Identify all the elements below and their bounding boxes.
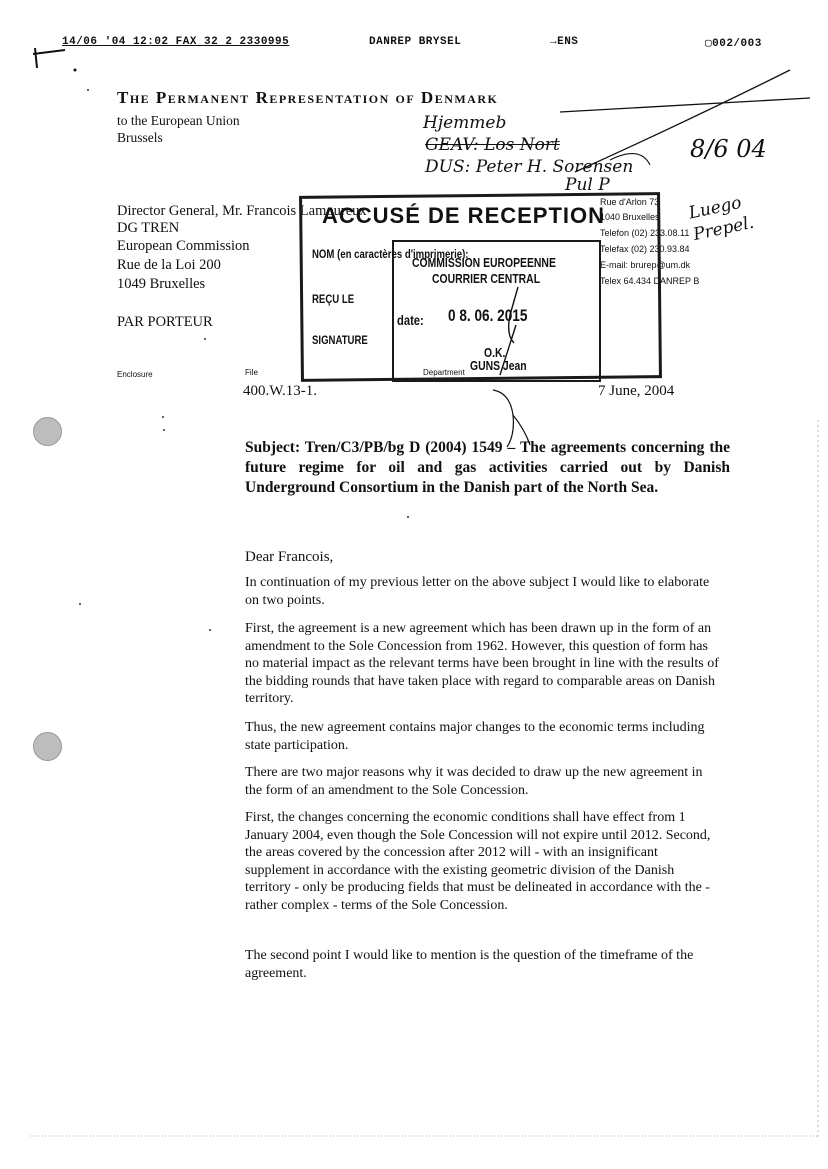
body-paragraph: First, the agreement is a new agreement which has been drawn up in the form of an amendment to the Sole Concession from 1962. However, this question of form has no material impact as the relevant terms have been brought in line with the results of the bidding rounds that have taken place with regard to comparable areas on Danish territory. <box>245 621 719 706</box>
stamp-title: ACCUSÉ DE RECEPTION <box>322 203 606 228</box>
contact-phone: Telefon (02) 233.08.11 <box>600 228 690 238</box>
recipient-organization: European Commission <box>117 238 250 254</box>
stamp-organization: COMMISSION EUROPEENNE <box>412 255 556 270</box>
body-paragraph: The second point I would like to mention is the question of the timeframe of the agreement. <box>245 948 694 981</box>
letter-subject: Subject: Tren/C3/PB/bg D (2004) 1549 – The agreements concerning the future regime for oil and gas activities carried out by Danish Underground Consortium in the Danish part of the North Sea. <box>245 439 730 496</box>
contact-address-street: Rue d'Arlon 73 <box>600 197 660 207</box>
stamp-received-label: REÇU LE <box>312 292 355 306</box>
fax-destination: →ENS <box>550 36 579 48</box>
stamp-signature-label: SIGNATURE <box>312 333 368 347</box>
stamp-person: GUNS Jean <box>470 358 527 373</box>
letterhead-subtitle: to the European Union <box>117 113 240 128</box>
department-label: Department <box>423 368 465 377</box>
handwritten-note-1: Hjemmeb <box>423 113 507 133</box>
stamp-date-value: 0 8. 06. 2015 <box>448 306 528 325</box>
handwritten-side-note: Luego Prepel. <box>686 192 756 246</box>
file-label: File <box>245 368 258 377</box>
salutation: Dear Francois, <box>245 549 334 565</box>
contact-email: E-mail: brurep@um.dk <box>600 260 691 270</box>
body-paragraph: Thus, the new agreement contains major changes to the economic terms including state participation. <box>245 720 705 753</box>
letterhead-city: Brussels <box>117 130 163 145</box>
handwritten-initials: Pul P <box>565 175 610 195</box>
file-number: 400.W.13-1. <box>243 383 318 399</box>
handwritten-note-2: GEAV: Los Nort <box>425 135 560 155</box>
body-paragraph: First, the changes concerning the economic conditions shall have effect from 1 January 2004, even though the Sole Concession will not expire until 2012. Second, the areas covered by the concession after 2012 will - with an insignificant supplement in accordance with the existing geometric division of the Danish territory - only be producing fields that must be delineated in accordance with the - rather complex - terms of the Sole Concession. <box>245 810 711 913</box>
handwritten-note-3: DUS: Peter H. Sorensen <box>425 157 634 177</box>
fax-sender: DANREP BRYSEL <box>369 36 462 48</box>
contact-telex: Telex 64.434 DANREP B <box>600 276 700 286</box>
recipient-city: 1049 Bruxelles <box>117 276 206 292</box>
recipient-name: Director General, Mr. Francois Lamoureux <box>117 203 367 219</box>
handwritten-date: 8/6 04 <box>690 135 767 163</box>
letter-date: 7 June, 2004 <box>598 383 675 399</box>
letterhead-title: The Permanent Representation of Denmark <box>117 88 499 107</box>
fax-datetime: 14/06 '04 12:02 FAX 32 2 2330995 <box>62 36 290 48</box>
fax-page-number: ▢002/003 <box>705 38 762 50</box>
delivery-method: PAR PORTEUR <box>117 314 213 330</box>
enclosure-label: Enclosure <box>117 370 153 379</box>
contact-fax: Telefax (02) 230.93.84 <box>600 244 690 254</box>
stamp-date-label: date: <box>397 312 424 328</box>
recipient-street: Rue de la Loi 200 <box>117 257 221 273</box>
contact-address-city: 1040 Bruxelles <box>600 212 660 222</box>
stamp-name-label: NOM (en caractères d'imprimerie): <box>312 247 469 261</box>
recipient-department: DG TREN <box>117 220 180 236</box>
stamp-department: COURRIER CENTRAL <box>432 271 541 286</box>
body-paragraph: There are two major reasons why it was decided to draw up the new agreement in the form of an amendment to the Sole Concession. <box>245 765 703 798</box>
body-paragraph: In continuation of my previous letter on the above subject I would like to elaborate on two points. <box>245 575 710 608</box>
stamp-ok: O.K. <box>484 345 506 360</box>
